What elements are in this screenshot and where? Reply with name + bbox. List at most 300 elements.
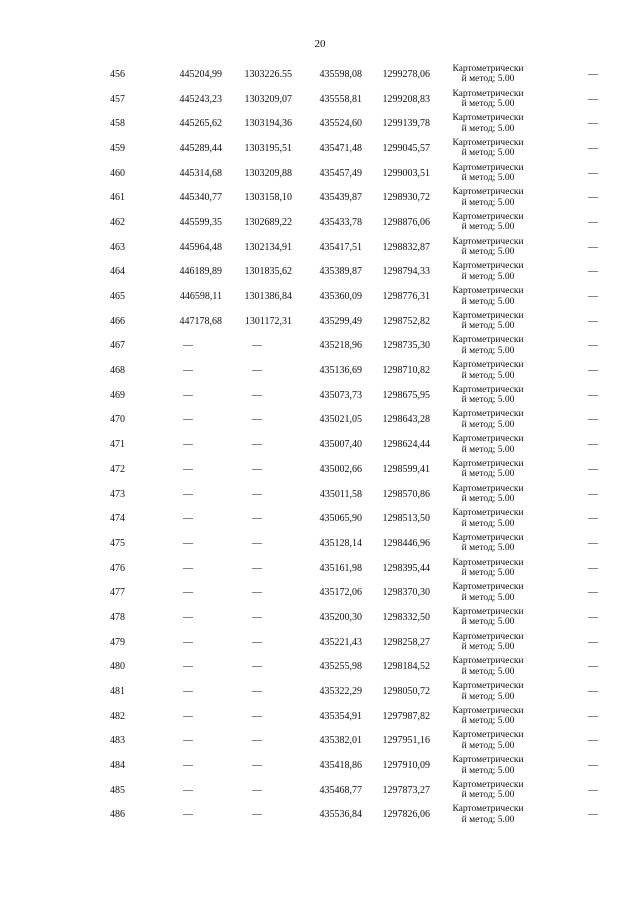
table-row [100,383,598,408]
method-line-2: й метод; 5.00 [461,197,515,208]
method-accuracy-cell [430,111,538,136]
x-coordinate-existing-cell: 445314,68 [179,167,222,179]
method-accuracy-cell [430,185,538,210]
table-row [100,235,598,260]
x-coordinate-new-cell: 435536,84 [319,809,362,821]
coordinates-table [100,62,598,827]
x-coordinate-new-cell: 435417,51 [319,241,362,253]
table-row [100,185,598,210]
method-accuracy-cell [430,358,538,383]
method-accuracy-cell [430,753,538,778]
y-coordinate-existing-cell: — [252,439,262,451]
method-accuracy-cell [430,383,538,408]
point-number-cell: 480 [110,661,125,673]
point-number-cell: 457 [110,93,125,105]
x-coordinate-existing-cell: — [183,661,193,673]
y-coordinate-existing-cell: 1302134,91 [244,241,292,253]
point-number-cell: 479 [110,636,125,648]
method-line-2: й метод; 5.00 [461,642,515,653]
y-coordinate-existing-cell: — [252,784,262,796]
method-line-2: й метод; 5.00 [461,148,515,159]
point-number-cell: 473 [110,488,125,500]
y-coordinate-existing-cell: 1303195,51 [244,142,292,154]
x-coordinate-new-cell: 435439,87 [319,192,362,204]
description-cell: — [588,611,598,623]
table-row [100,136,598,161]
x-coordinate-existing-cell: — [183,562,193,574]
description-cell: — [588,266,598,278]
table-row [100,531,598,556]
y-coordinate-existing-cell: — [252,488,262,500]
y-coordinate-existing-cell: — [252,809,262,821]
point-number-cell: 458 [110,118,125,130]
method-line-2: й метод; 5.00 [461,271,515,282]
method-accuracy-cell [430,260,538,285]
table-row [100,432,598,457]
x-coordinate-new-cell: 435200,30 [319,611,362,623]
method-accuracy-cell [430,457,538,482]
table-row [100,457,598,482]
description-cell: — [588,118,598,130]
table-row [100,87,598,112]
description-cell: — [588,142,598,154]
y-coordinate-existing-cell: — [252,365,262,377]
description-cell: — [588,686,598,698]
method-accuracy-cell [430,432,538,457]
y-coordinate-new-cell: 1298050,72 [382,686,430,698]
x-coordinate-new-cell: 435433,78 [319,216,362,228]
y-coordinate-new-cell: 1298876,06 [382,216,430,228]
y-coordinate-existing-cell: — [252,686,262,698]
method-line-2: й метод; 5.00 [461,518,515,529]
y-coordinate-existing-cell: — [252,513,262,525]
y-coordinate-existing-cell: 1303194,36 [244,118,292,130]
table-row [100,334,598,359]
y-coordinate-new-cell: 1299278,06 [382,68,430,80]
method-line-1: Картометрически [452,779,524,790]
method-line-1: Картометрически [452,63,524,74]
page-number: 20 [314,38,326,50]
method-accuracy-cell [430,778,538,803]
description-cell: — [588,710,598,722]
method-line-1: Картометрически [452,88,524,99]
y-coordinate-new-cell: 1297826,06 [382,809,430,821]
x-coordinate-existing-cell: 445599,35 [179,216,222,228]
method-line-1: Картометрически [452,187,524,198]
method-accuracy-cell [430,210,538,235]
method-line-1: Картометрически [452,730,524,741]
method-line-2: й метод; 5.00 [461,494,515,505]
table-row [100,605,598,630]
x-coordinate-existing-cell: — [183,784,193,796]
y-coordinate-existing-cell: 1301172,31 [244,315,292,327]
x-coordinate-existing-cell: — [183,389,193,401]
x-coordinate-existing-cell: — [183,760,193,772]
table-row [100,111,598,136]
method-line-2: й метод; 5.00 [461,592,515,603]
method-accuracy-cell [430,679,538,704]
method-line-1: Картометрически [452,335,524,346]
y-coordinate-new-cell: 1298184,52 [382,661,430,673]
x-coordinate-new-cell: 435128,14 [319,537,362,549]
description-cell: — [588,340,598,352]
description-cell: — [588,439,598,451]
x-coordinate-new-cell: 435457,49 [319,167,362,179]
x-coordinate-existing-cell: — [183,513,193,525]
method-line-1: Картометрически [452,508,524,519]
y-coordinate-new-cell: 1297873,27 [382,784,430,796]
x-coordinate-existing-cell: 447178,68 [179,315,222,327]
y-coordinate-new-cell: 1299045,57 [382,142,430,154]
y-coordinate-existing-cell: — [252,611,262,623]
method-line-1: Картометрически [452,384,524,395]
point-number-cell: 467 [110,340,125,352]
point-number-cell: 469 [110,389,125,401]
y-coordinate-new-cell: 1298643,28 [382,414,430,426]
x-coordinate-existing-cell: 445243,23 [179,93,222,105]
x-coordinate-existing-cell: 445340,77 [179,192,222,204]
method-line-2: й метод; 5.00 [461,691,515,702]
method-line-2: й метод; 5.00 [461,617,515,628]
y-coordinate-new-cell: 1298395,44 [382,562,430,574]
method-accuracy-cell [430,630,538,655]
x-coordinate-existing-cell: — [183,809,193,821]
method-accuracy-cell [430,704,538,729]
method-accuracy-cell [430,161,538,186]
method-line-1: Картометрически [452,434,524,445]
y-coordinate-new-cell: 1298370,30 [382,587,430,599]
method-line-1: Картометрически [452,113,524,124]
description-cell: — [588,513,598,525]
x-coordinate-existing-cell: — [183,735,193,747]
y-coordinate-new-cell: 1298258,27 [382,636,430,648]
x-coordinate-new-cell: 435255,98 [319,661,362,673]
table-row [100,803,598,828]
method-line-2: й метод; 5.00 [461,296,515,307]
description-cell: — [588,636,598,648]
y-coordinate-existing-cell: — [252,636,262,648]
point-number-cell: 474 [110,513,125,525]
y-coordinate-new-cell: 1298710,82 [382,365,430,377]
method-line-2: й метод; 5.00 [461,247,515,258]
table-row [100,284,598,309]
method-line-1: Картометрически [452,458,524,469]
method-line-1: Картометрически [452,483,524,494]
method-accuracy-cell [430,803,538,828]
point-number-cell: 461 [110,192,125,204]
point-number-cell: 475 [110,537,125,549]
x-coordinate-existing-cell: — [183,636,193,648]
method-line-2: й метод; 5.00 [461,790,515,801]
y-coordinate-new-cell: 1298735,30 [382,340,430,352]
x-coordinate-new-cell: 435161,98 [319,562,362,574]
method-line-2: й метод; 5.00 [461,568,515,579]
y-coordinate-new-cell: 1298794,33 [382,266,430,278]
method-line-1: Картометрически [452,557,524,568]
method-line-2: й метод; 5.00 [461,370,515,381]
x-coordinate-existing-cell: — [183,414,193,426]
method-accuracy-cell [430,87,538,112]
y-coordinate-new-cell: 1298776,31 [382,291,430,303]
method-line-1: Картометрически [452,137,524,148]
point-number-cell: 464 [110,266,125,278]
description-cell: — [588,562,598,574]
x-coordinate-existing-cell: — [183,710,193,722]
description-cell: — [588,809,598,821]
method-accuracy-cell [430,556,538,581]
table-row [100,210,598,235]
y-coordinate-existing-cell: — [252,661,262,673]
x-coordinate-new-cell: 435471,48 [319,142,362,154]
table-row [100,679,598,704]
point-number-cell: 456 [110,68,125,80]
y-coordinate-new-cell: 1298446,96 [382,537,430,549]
y-coordinate-new-cell: 1298599,41 [382,463,430,475]
point-number-cell: 465 [110,291,125,303]
y-coordinate-existing-cell: — [252,463,262,475]
method-line-2: й метод; 5.00 [461,444,515,455]
method-accuracy-cell [430,62,538,87]
x-coordinate-new-cell: 435389,87 [319,266,362,278]
x-coordinate-new-cell: 435354,91 [319,710,362,722]
x-coordinate-new-cell: 435007,40 [319,439,362,451]
method-line-1: Картометрически [452,705,524,716]
method-accuracy-cell [430,605,538,630]
x-coordinate-new-cell: 435021,05 [319,414,362,426]
y-coordinate-existing-cell: 1302689,22 [244,216,292,228]
method-line-2: й метод; 5.00 [461,395,515,406]
y-coordinate-new-cell: 1298930,72 [382,192,430,204]
method-line-2: й метод; 5.00 [461,666,515,677]
x-coordinate-new-cell: 435558,81 [319,93,362,105]
method-accuracy-cell [430,655,538,680]
method-accuracy-cell [430,408,538,433]
method-line-2: й метод; 5.00 [461,740,515,751]
method-line-2: й метод; 5.00 [461,716,515,727]
y-coordinate-new-cell: 1298675,95 [382,389,430,401]
method-line-1: Картометрически [452,532,524,543]
description-cell: — [588,488,598,500]
method-line-2: й метод; 5.00 [461,469,515,480]
point-number-cell: 463 [110,241,125,253]
x-coordinate-new-cell: 435065,90 [319,513,362,525]
description-cell: — [588,463,598,475]
table-row [100,506,598,531]
x-coordinate-existing-cell: — [183,611,193,623]
point-number-cell: 486 [110,809,125,821]
y-coordinate-new-cell: 1298624,44 [382,439,430,451]
method-line-2: й метод; 5.00 [461,814,515,825]
table-row [100,729,598,754]
table-row [100,778,598,803]
description-cell: — [588,167,598,179]
y-coordinate-existing-cell: — [252,587,262,599]
description-cell: — [588,784,598,796]
method-line-2: й метод; 5.00 [461,74,515,85]
description-cell: — [588,735,598,747]
y-coordinate-new-cell: 1298513,50 [382,513,430,525]
point-number-cell: 460 [110,167,125,179]
x-coordinate-existing-cell: — [183,537,193,549]
y-coordinate-new-cell: 1297987,82 [382,710,430,722]
point-number-cell: 482 [110,710,125,722]
x-coordinate-new-cell: 435360,09 [319,291,362,303]
x-coordinate-new-cell: 435382,01 [319,735,362,747]
x-coordinate-existing-cell: 446189,89 [179,266,222,278]
y-coordinate-existing-cell: 1301835,62 [244,266,292,278]
method-accuracy-cell [430,506,538,531]
description-cell: — [588,389,598,401]
table-row [100,62,598,87]
point-number-cell: 462 [110,216,125,228]
description-cell: — [588,192,598,204]
description-cell: — [588,241,598,253]
method-accuracy-cell [430,580,538,605]
table-row [100,630,598,655]
x-coordinate-existing-cell: 445964,48 [179,241,222,253]
point-number-cell: 477 [110,587,125,599]
point-number-cell: 470 [110,414,125,426]
method-line-1: Картометрически [452,606,524,617]
x-coordinate-new-cell: 435524,60 [319,118,362,130]
method-line-2: й метод; 5.00 [461,173,515,184]
y-coordinate-existing-cell: 1301386,84 [244,291,292,303]
coordinates-table-body [100,62,598,827]
y-coordinate-new-cell: 1297951,16 [382,735,430,747]
description-cell: — [588,661,598,673]
x-coordinate-new-cell: 435221,43 [319,636,362,648]
table-row [100,309,598,334]
x-coordinate-existing-cell: — [183,439,193,451]
point-number-cell: 472 [110,463,125,475]
point-number-cell: 459 [110,142,125,154]
method-line-2: й метод; 5.00 [461,345,515,356]
x-coordinate-new-cell: 435136,69 [319,365,362,377]
x-coordinate-existing-cell: 446598,11 [179,291,222,303]
point-number-cell: 481 [110,686,125,698]
method-line-1: Картометрически [452,804,524,815]
method-accuracy-cell [430,235,538,260]
table-row [100,655,598,680]
method-accuracy-cell [430,284,538,309]
method-line-2: й метод; 5.00 [461,765,515,776]
x-coordinate-new-cell: 435598,08 [319,68,362,80]
description-cell: — [588,291,598,303]
method-line-1: Картометрически [452,755,524,766]
table-row [100,161,598,186]
x-coordinate-new-cell: 435418,86 [319,760,362,772]
description-cell: — [588,216,598,228]
description-cell: — [588,587,598,599]
y-coordinate-new-cell: 1299003,51 [382,167,430,179]
y-coordinate-new-cell: 1298832,87 [382,241,430,253]
y-coordinate-new-cell: 1298332,50 [382,611,430,623]
method-accuracy-cell [430,729,538,754]
point-number-cell: 471 [110,439,125,451]
x-coordinate-existing-cell: — [183,340,193,352]
method-line-1: Картометрически [452,310,524,321]
method-accuracy-cell [430,136,538,161]
method-line-1: Картометрически [452,631,524,642]
y-coordinate-existing-cell: 1303158,10 [244,192,292,204]
x-coordinate-new-cell: 435011,58 [319,488,362,500]
table-row [100,408,598,433]
y-coordinate-existing-cell: — [252,735,262,747]
x-coordinate-new-cell: 435073,73 [319,389,362,401]
table-row [100,358,598,383]
method-line-1: Картометрически [452,286,524,297]
y-coordinate-new-cell: 1298752,82 [382,315,430,327]
point-number-cell: 466 [110,315,125,327]
y-coordinate-existing-cell: — [252,562,262,574]
y-coordinate-existing-cell: — [252,710,262,722]
method-accuracy-cell [430,482,538,507]
point-number-cell: 483 [110,735,125,747]
point-number-cell: 478 [110,611,125,623]
table-row [100,753,598,778]
description-cell: — [588,365,598,377]
method-line-1: Картометрически [452,162,524,173]
method-line-1: Картометрически [452,656,524,667]
table-row [100,580,598,605]
x-coordinate-existing-cell: — [183,463,193,475]
x-coordinate-existing-cell: — [183,365,193,377]
y-coordinate-new-cell: 1299208,83 [382,93,430,105]
x-coordinate-new-cell: 435299,49 [319,315,362,327]
point-number-cell: 484 [110,760,125,772]
method-line-1: Картометрически [452,582,524,593]
x-coordinate-existing-cell: 445265,62 [179,118,222,130]
point-number-cell: 468 [110,365,125,377]
y-coordinate-existing-cell: — [252,414,262,426]
x-coordinate-new-cell: 435002,66 [319,463,362,475]
description-cell: — [588,93,598,105]
y-coordinate-existing-cell: — [252,340,262,352]
x-coordinate-existing-cell: — [183,686,193,698]
method-line-1: Картометрически [452,211,524,222]
x-coordinate-new-cell: 435218,96 [319,340,362,352]
method-line-2: й метод; 5.00 [461,99,515,110]
x-coordinate-new-cell: 435468,77 [319,784,362,796]
method-line-2: й метод; 5.00 [461,419,515,430]
y-coordinate-existing-cell: — [252,760,262,772]
method-line-1: Картометрически [452,409,524,420]
method-line-1: Картометрически [452,360,524,371]
method-accuracy-cell [430,309,538,334]
y-coordinate-new-cell: 1298570,86 [382,488,430,500]
x-coordinate-new-cell: 435172,06 [319,587,362,599]
method-line-2: й метод; 5.00 [461,321,515,332]
method-line-2: й метод; 5.00 [461,543,515,554]
table-row [100,260,598,285]
y-coordinate-existing-cell: 1303226.55 [244,68,292,80]
method-line-2: й метод; 5.00 [461,123,515,134]
y-coordinate-new-cell: 1297910,09 [382,760,430,772]
method-line-1: Картометрически [452,261,524,272]
y-coordinate-existing-cell: 1303209,07 [244,93,292,105]
table-row [100,482,598,507]
table-row [100,704,598,729]
point-number-cell: 476 [110,562,125,574]
description-cell: — [588,315,598,327]
y-coordinate-existing-cell: — [252,537,262,549]
x-coordinate-existing-cell: 445204,99 [179,68,222,80]
description-cell: — [588,760,598,772]
y-coordinate-existing-cell: — [252,389,262,401]
x-coordinate-new-cell: 435322,29 [319,686,362,698]
method-accuracy-cell [430,334,538,359]
method-line-1: Картометрически [452,236,524,247]
